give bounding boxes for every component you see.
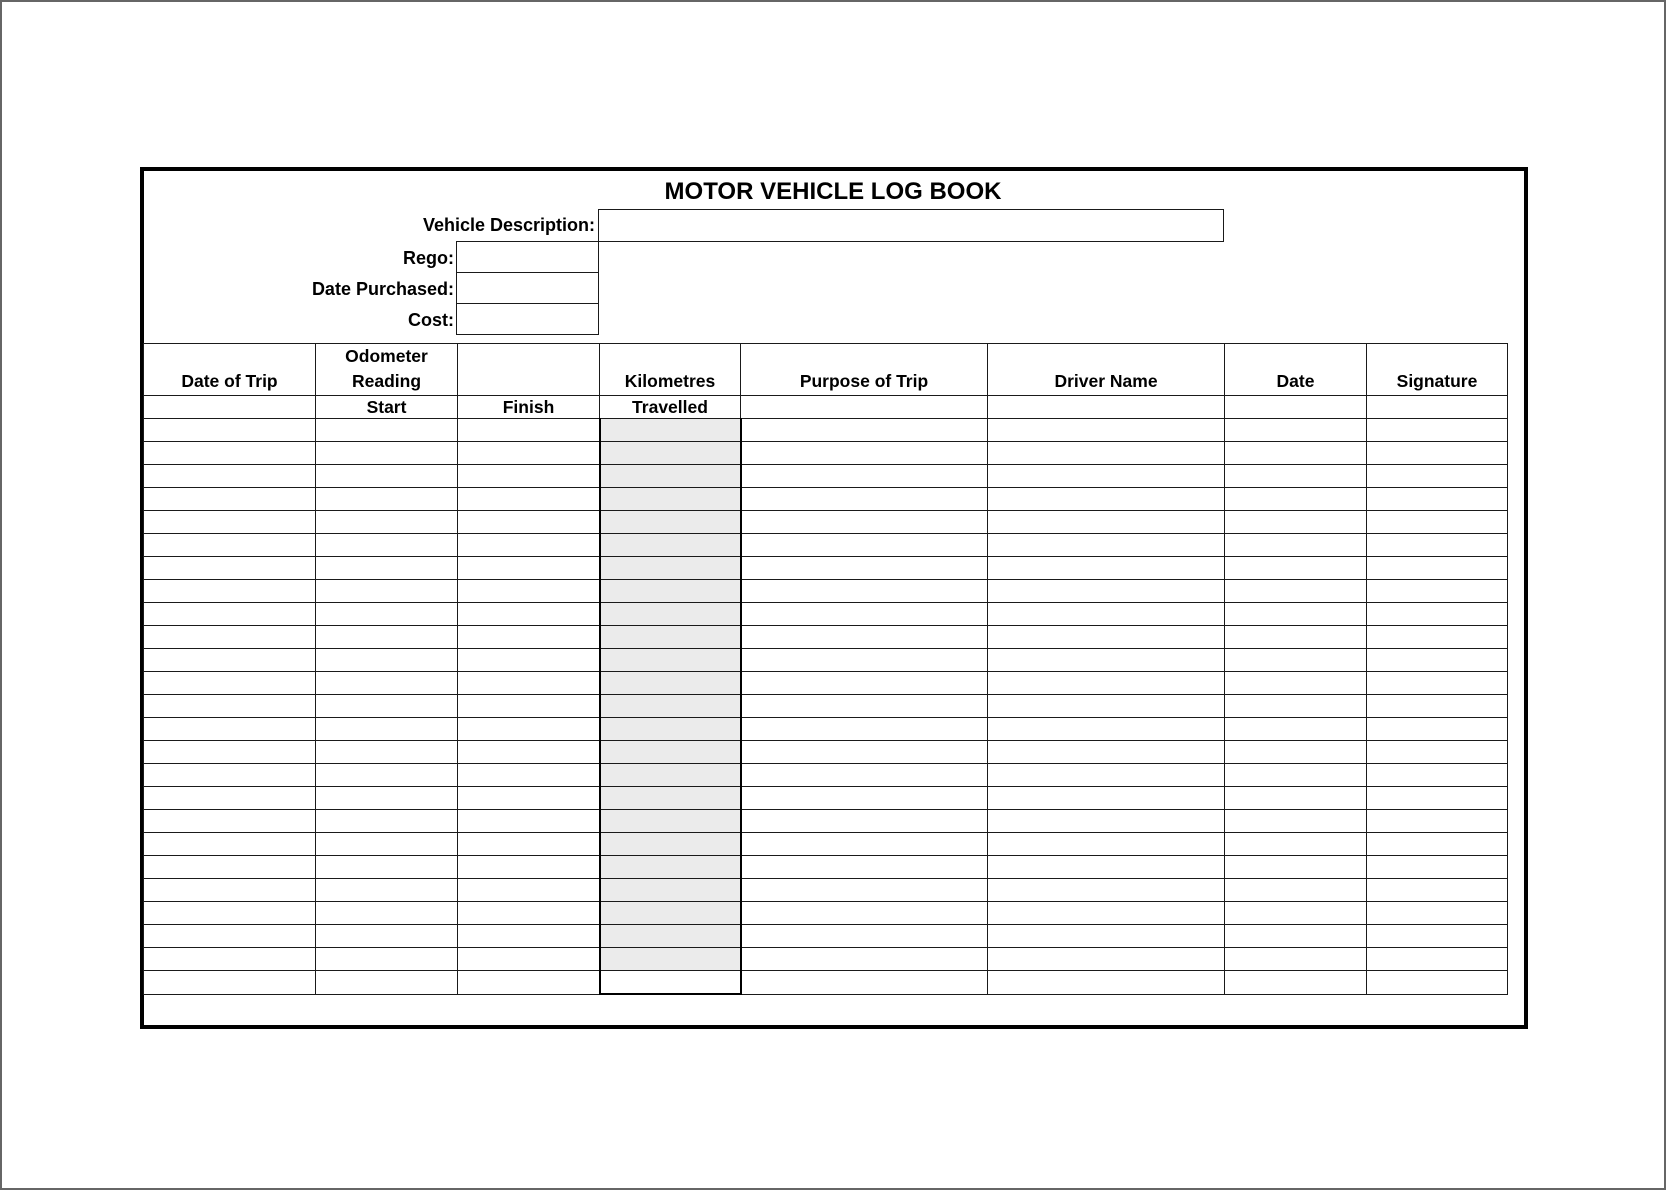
- cell-date-of-trip[interactable]: [144, 879, 316, 902]
- cell-date-of-trip[interactable]: [144, 787, 316, 810]
- table-row: [144, 695, 1508, 718]
- cell-date[interactable]: [1225, 511, 1367, 534]
- subheader-finish: Finish: [458, 396, 600, 419]
- cell-odometer-finish[interactable]: [458, 741, 600, 764]
- cell-signature[interactable]: [1367, 810, 1508, 833]
- table-row: [144, 511, 1508, 534]
- subheader-blank-4: [1225, 396, 1367, 419]
- cell-driver-name[interactable]: [988, 741, 1225, 764]
- cell-kilometres-travelled[interactable]: [600, 695, 741, 718]
- cell-purpose-of-trip[interactable]: [741, 511, 988, 534]
- cell-odometer-start[interactable]: [316, 626, 458, 649]
- cell-purpose-of-trip[interactable]: [741, 856, 988, 879]
- table-row: [144, 925, 1508, 948]
- header-signature: Signature: [1367, 344, 1508, 396]
- cell-date[interactable]: [1225, 787, 1367, 810]
- cell-kilometres-travelled[interactable]: [600, 856, 741, 879]
- header-blank: [458, 344, 600, 396]
- cell-odometer-finish[interactable]: [458, 948, 600, 971]
- cell-date[interactable]: [1225, 718, 1367, 741]
- cell-odometer-start[interactable]: [316, 488, 458, 511]
- cell-odometer-start[interactable]: [316, 649, 458, 672]
- header-driver-name: Driver Name: [988, 344, 1225, 396]
- cell-odometer-finish[interactable]: [458, 465, 600, 488]
- vehicle-description-label: Vehicle Description:: [422, 215, 595, 235]
- cell-signature[interactable]: [1367, 465, 1508, 488]
- cell-kilometres-travelled[interactable]: [600, 741, 741, 764]
- cell-purpose-of-trip[interactable]: [741, 649, 988, 672]
- cell-date-of-trip[interactable]: [144, 534, 316, 557]
- cell-odometer-start[interactable]: [316, 879, 458, 902]
- subheader-start: Start: [316, 396, 458, 419]
- cell-signature[interactable]: [1367, 764, 1508, 787]
- cell-odometer-finish[interactable]: [458, 534, 600, 557]
- cell-signature[interactable]: [1367, 649, 1508, 672]
- cell-purpose-of-trip[interactable]: [741, 718, 988, 741]
- table-row: [144, 672, 1508, 695]
- cell-date[interactable]: [1225, 465, 1367, 488]
- cell-signature[interactable]: [1367, 695, 1508, 718]
- header-purpose-of-trip: Purpose of Trip: [741, 344, 988, 396]
- cell-driver-name[interactable]: [988, 902, 1225, 925]
- header-date-of-trip: Date of Trip: [144, 344, 316, 396]
- subheader-blank-2: [741, 396, 988, 419]
- cell-date[interactable]: [1225, 672, 1367, 695]
- cell-date-of-trip[interactable]: [144, 649, 316, 672]
- table-row: [144, 764, 1508, 787]
- cell-odometer-finish[interactable]: [458, 718, 600, 741]
- cell-driver-name[interactable]: [988, 764, 1225, 787]
- cell-purpose-of-trip[interactable]: [741, 603, 988, 626]
- header-kilometres: Kilometres: [600, 344, 741, 396]
- cell-odometer-start[interactable]: [316, 764, 458, 787]
- cell-odometer-finish[interactable]: [458, 971, 600, 995]
- subheader-blank-1: [144, 396, 316, 419]
- cell-driver-name[interactable]: [988, 856, 1225, 879]
- cell-date[interactable]: [1225, 971, 1367, 995]
- cell-driver-name[interactable]: [988, 718, 1225, 741]
- cell-driver-name[interactable]: [988, 626, 1225, 649]
- cell-odometer-finish[interactable]: [458, 925, 600, 948]
- table-row: [144, 603, 1508, 626]
- table-row: [144, 419, 1508, 442]
- cell-odometer-finish[interactable]: [458, 511, 600, 534]
- trip-log-table: [143, 343, 1508, 995]
- cell-odometer-start[interactable]: [316, 810, 458, 833]
- cell-signature[interactable]: [1367, 787, 1508, 810]
- cell-odometer-start[interactable]: [316, 718, 458, 741]
- subheader-travelled: Travelled: [600, 396, 741, 419]
- cell-odometer-finish[interactable]: [458, 856, 600, 879]
- cell-date[interactable]: [1225, 419, 1367, 442]
- cell-driver-name[interactable]: [988, 442, 1225, 465]
- cell-kilometres-travelled[interactable]: [600, 718, 741, 741]
- cell-odometer-start[interactable]: [316, 603, 458, 626]
- cell-driver-name[interactable]: [988, 557, 1225, 580]
- cell-kilometres-travelled[interactable]: [600, 833, 741, 856]
- cell-kilometres-travelled[interactable]: [600, 511, 741, 534]
- cell-driver-name[interactable]: [988, 580, 1225, 603]
- cell-driver-name[interactable]: [988, 419, 1225, 442]
- table-row: [144, 580, 1508, 603]
- cell-odometer-finish[interactable]: [458, 833, 600, 856]
- header-odometer-line1: Odometer: [345, 346, 428, 366]
- cell-purpose-of-trip[interactable]: [741, 695, 988, 718]
- cell-date-of-trip[interactable]: [144, 718, 316, 741]
- cell-odometer-finish[interactable]: [458, 672, 600, 695]
- table-row: [144, 442, 1508, 465]
- cell-odometer-start[interactable]: [316, 971, 458, 995]
- cell-odometer-start[interactable]: [316, 787, 458, 810]
- subheader-blank-3: [988, 396, 1225, 419]
- cell-signature[interactable]: [1367, 488, 1508, 511]
- cell-date-of-trip[interactable]: [144, 442, 316, 465]
- cell-date-of-trip[interactable]: [144, 511, 316, 534]
- cell-date-of-trip[interactable]: [144, 764, 316, 787]
- cell-driver-name[interactable]: [988, 971, 1225, 995]
- cell-kilometres-travelled[interactable]: [600, 442, 741, 465]
- cell-purpose-of-trip[interactable]: [741, 879, 988, 902]
- table-row: [144, 787, 1508, 810]
- cell-purpose-of-trip[interactable]: [741, 833, 988, 856]
- cell-driver-name[interactable]: [988, 649, 1225, 672]
- cell-signature[interactable]: [1367, 971, 1508, 995]
- cell-kilometres-travelled[interactable]: [600, 787, 741, 810]
- cell-kilometres-travelled[interactable]: [600, 580, 741, 603]
- cell-date-of-trip[interactable]: [144, 695, 316, 718]
- cell-date[interactable]: [1225, 534, 1367, 557]
- cell-date-of-trip[interactable]: [144, 626, 316, 649]
- cell-kilometres-travelled[interactable]: [600, 534, 741, 557]
- cell-odometer-finish[interactable]: [458, 488, 600, 511]
- cell-date-of-trip[interactable]: [144, 741, 316, 764]
- cell-odometer-start[interactable]: [316, 465, 458, 488]
- cell-odometer-start[interactable]: [316, 741, 458, 764]
- cell-driver-name[interactable]: [988, 534, 1225, 557]
- cell-odometer-finish[interactable]: [458, 557, 600, 580]
- cell-kilometres-travelled[interactable]: [600, 465, 741, 488]
- cell-signature[interactable]: [1367, 626, 1508, 649]
- cell-kilometres-travelled[interactable]: [600, 879, 741, 902]
- cell-date[interactable]: [1225, 741, 1367, 764]
- cell-odometer-start[interactable]: [316, 948, 458, 971]
- table-row: [144, 741, 1508, 764]
- table-row: [144, 833, 1508, 856]
- cell-purpose-of-trip[interactable]: [741, 902, 988, 925]
- cell-odometer-start[interactable]: [316, 511, 458, 534]
- cell-signature[interactable]: [1367, 442, 1508, 465]
- cell-driver-name[interactable]: [988, 672, 1225, 695]
- vehicle-description-field[interactable]: [598, 209, 1224, 242]
- cell-odometer-finish[interactable]: [458, 764, 600, 787]
- header-date: Date: [1225, 344, 1367, 396]
- header-odometer-reading: [316, 344, 458, 396]
- cell-purpose-of-trip[interactable]: [741, 442, 988, 465]
- header-row-2: [144, 396, 1508, 419]
- cell-signature[interactable]: [1367, 580, 1508, 603]
- cell-purpose-of-trip[interactable]: [741, 948, 988, 971]
- cell-purpose-of-trip[interactable]: [741, 787, 988, 810]
- cell-purpose-of-trip[interactable]: [741, 810, 988, 833]
- cell-odometer-start[interactable]: [316, 833, 458, 856]
- date-purchased-label: Date Purchased:: [311, 279, 454, 299]
- cell-driver-name[interactable]: [988, 465, 1225, 488]
- cell-signature[interactable]: [1367, 534, 1508, 557]
- cell-date[interactable]: [1225, 580, 1367, 603]
- table-row: [144, 902, 1508, 925]
- cell-date-of-trip[interactable]: [144, 603, 316, 626]
- cell-kilometres-travelled[interactable]: [600, 764, 741, 787]
- cell-signature[interactable]: [1367, 879, 1508, 902]
- cell-date-of-trip[interactable]: [144, 925, 316, 948]
- cell-driver-name[interactable]: [988, 488, 1225, 511]
- cell-odometer-finish[interactable]: [458, 695, 600, 718]
- cell-date-of-trip[interactable]: [144, 419, 316, 442]
- cell-date[interactable]: [1225, 948, 1367, 971]
- table-row: [144, 856, 1508, 879]
- cell-purpose-of-trip[interactable]: [741, 557, 988, 580]
- cell-driver-name[interactable]: [988, 695, 1225, 718]
- cell-odometer-finish[interactable]: [458, 879, 600, 902]
- cell-kilometres-travelled[interactable]: [600, 810, 741, 833]
- cell-date[interactable]: [1225, 695, 1367, 718]
- cell-date-of-trip[interactable]: [144, 672, 316, 695]
- cell-signature[interactable]: [1367, 948, 1508, 971]
- table-row: [144, 557, 1508, 580]
- subheader-blank-5: [1367, 396, 1508, 419]
- table-row: [144, 649, 1508, 672]
- table-row: [144, 488, 1508, 511]
- cell-kilometres-travelled[interactable]: [600, 902, 741, 925]
- cell-odometer-finish[interactable]: [458, 442, 600, 465]
- cell-signature[interactable]: [1367, 557, 1508, 580]
- cell-driver-name[interactable]: [988, 879, 1225, 902]
- page-title: MOTOR VEHICLE LOG BOOK: [664, 178, 1002, 205]
- rego-label: Rego:: [403, 248, 454, 268]
- cell-odometer-start[interactable]: [316, 534, 458, 557]
- table-row: [144, 534, 1508, 557]
- cell-signature[interactable]: [1367, 603, 1508, 626]
- cell-purpose-of-trip[interactable]: [741, 419, 988, 442]
- cell-signature[interactable]: [1367, 925, 1508, 948]
- cell-date[interactable]: [1225, 856, 1367, 879]
- cell-signature[interactable]: [1367, 419, 1508, 442]
- cell-date-of-trip[interactable]: [144, 580, 316, 603]
- cell-kilometres-travelled[interactable]: [600, 488, 741, 511]
- cell-date-of-trip[interactable]: [144, 488, 316, 511]
- cell-purpose-of-trip[interactable]: [741, 672, 988, 695]
- table-row: [144, 879, 1508, 902]
- cell-kilometres-travelled[interactable]: [600, 626, 741, 649]
- cell-date-of-trip[interactable]: [144, 810, 316, 833]
- cell-kilometres-travelled[interactable]: [600, 557, 741, 580]
- cell-date[interactable]: [1225, 488, 1367, 511]
- cell-signature[interactable]: [1367, 511, 1508, 534]
- cell-odometer-finish[interactable]: [458, 603, 600, 626]
- date-purchased-field[interactable]: [456, 272, 599, 304]
- cell-date-of-trip[interactable]: [144, 465, 316, 488]
- cell-odometer-finish[interactable]: [458, 580, 600, 603]
- cell-odometer-start[interactable]: [316, 695, 458, 718]
- cell-date[interactable]: [1225, 649, 1367, 672]
- cell-kilometres-travelled[interactable]: [600, 948, 741, 971]
- table-row: [144, 810, 1508, 833]
- table-row: [144, 626, 1508, 649]
- table-row: [144, 948, 1508, 971]
- cell-odometer-start[interactable]: [316, 856, 458, 879]
- cell-driver-name[interactable]: [988, 810, 1225, 833]
- cell-date[interactable]: [1225, 557, 1367, 580]
- cell-driver-name[interactable]: [988, 948, 1225, 971]
- cell-driver-name[interactable]: [988, 787, 1225, 810]
- cell-purpose-of-trip[interactable]: [741, 971, 988, 995]
- cell-odometer-start[interactable]: [316, 925, 458, 948]
- cell-date[interactable]: [1225, 902, 1367, 925]
- cell-purpose-of-trip[interactable]: [741, 488, 988, 511]
- cell-purpose-of-trip[interactable]: [741, 764, 988, 787]
- cell-date[interactable]: [1225, 810, 1367, 833]
- cell-signature[interactable]: [1367, 718, 1508, 741]
- cell-kilometres-travelled[interactable]: [600, 672, 741, 695]
- cell-date-of-trip[interactable]: [144, 948, 316, 971]
- cell-odometer-start[interactable]: [316, 557, 458, 580]
- cell-date[interactable]: [1225, 603, 1367, 626]
- cell-driver-name[interactable]: [988, 833, 1225, 856]
- rego-field[interactable]: [456, 241, 599, 273]
- cell-odometer-finish[interactable]: [458, 649, 600, 672]
- cell-kilometres-travelled[interactable]: [600, 603, 741, 626]
- cost-label: Cost:: [408, 310, 454, 330]
- cell-purpose-of-trip[interactable]: [741, 925, 988, 948]
- table-row: [144, 971, 1508, 995]
- cell-date[interactable]: [1225, 764, 1367, 787]
- cell-kilometres-travelled[interactable]: [600, 925, 741, 948]
- cell-purpose-of-trip[interactable]: [741, 580, 988, 603]
- cell-kilometres-travelled[interactable]: [600, 971, 741, 995]
- cell-date-of-trip[interactable]: [144, 971, 316, 995]
- cell-date[interactable]: [1225, 925, 1367, 948]
- cell-date-of-trip[interactable]: [144, 856, 316, 879]
- cell-signature[interactable]: [1367, 672, 1508, 695]
- cell-date-of-trip[interactable]: [144, 557, 316, 580]
- cell-driver-name[interactable]: [988, 603, 1225, 626]
- cell-date[interactable]: [1225, 833, 1367, 856]
- cell-odometer-finish[interactable]: [458, 419, 600, 442]
- table-row: [144, 465, 1508, 488]
- table-row: [144, 718, 1508, 741]
- cell-purpose-of-trip[interactable]: [741, 534, 988, 557]
- cell-purpose-of-trip[interactable]: [741, 465, 988, 488]
- cell-odometer-start[interactable]: [316, 672, 458, 695]
- cell-driver-name[interactable]: [988, 511, 1225, 534]
- header-row-1: [144, 344, 1508, 396]
- cell-signature[interactable]: [1367, 741, 1508, 764]
- header-odometer-line2: Reading: [351, 371, 422, 391]
- cost-field[interactable]: [456, 303, 599, 335]
- cell-date[interactable]: [1225, 442, 1367, 465]
- cell-odometer-finish[interactable]: [458, 810, 600, 833]
- cell-signature[interactable]: [1367, 833, 1508, 856]
- cell-kilometres-travelled[interactable]: [600, 419, 741, 442]
- cell-odometer-finish[interactable]: [458, 787, 600, 810]
- cell-purpose-of-trip[interactable]: [741, 741, 988, 764]
- cell-odometer-finish[interactable]: [458, 626, 600, 649]
- cell-odometer-start[interactable]: [316, 902, 458, 925]
- cell-odometer-start[interactable]: [316, 419, 458, 442]
- cell-driver-name[interactable]: [988, 925, 1225, 948]
- cell-date-of-trip[interactable]: [144, 902, 316, 925]
- cell-odometer-start[interactable]: [316, 442, 458, 465]
- cell-odometer-finish[interactable]: [458, 902, 600, 925]
- cell-signature[interactable]: [1367, 902, 1508, 925]
- cell-purpose-of-trip[interactable]: [741, 626, 988, 649]
- cell-signature[interactable]: [1367, 856, 1508, 879]
- cell-kilometres-travelled[interactable]: [600, 649, 741, 672]
- cell-odometer-start[interactable]: [316, 580, 458, 603]
- cell-date[interactable]: [1225, 626, 1367, 649]
- cell-date[interactable]: [1225, 879, 1367, 902]
- cell-date-of-trip[interactable]: [144, 833, 316, 856]
